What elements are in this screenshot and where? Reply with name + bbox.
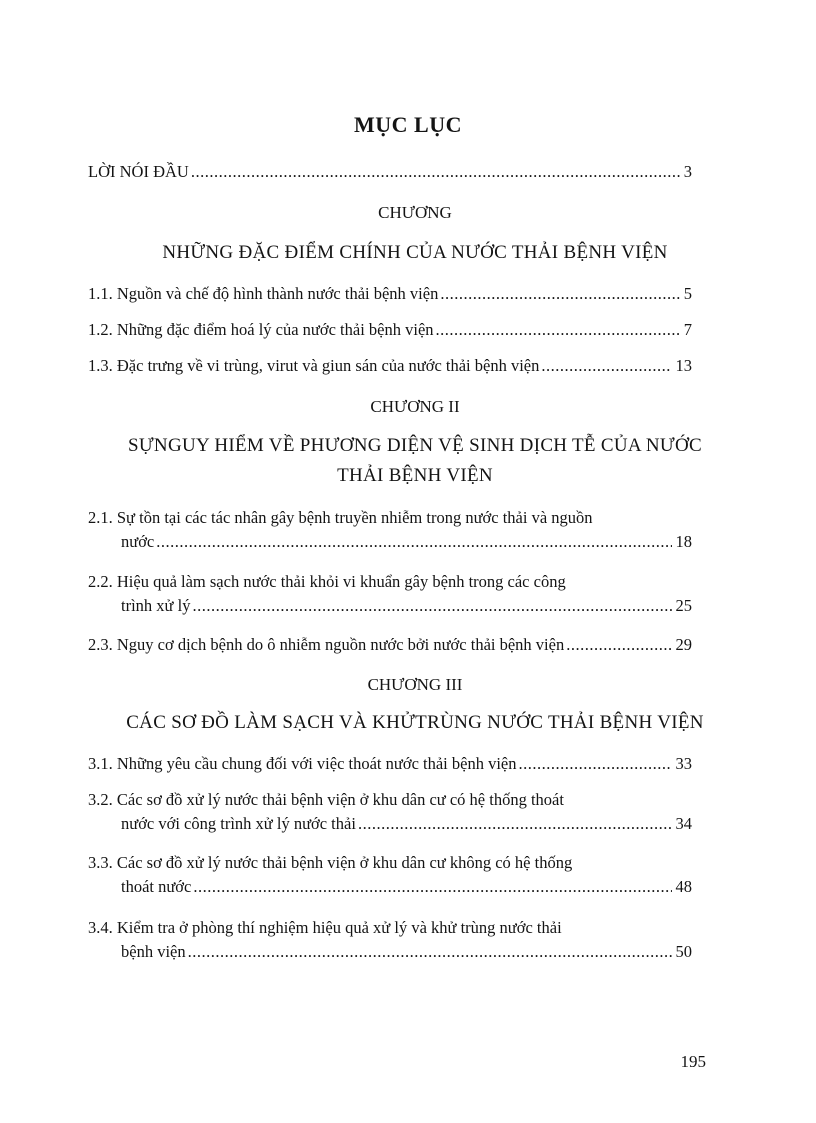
toc-entry-text: nước (121, 532, 155, 551)
toc-entry-text: 1.2. Những đặc điểm hoá lý của nước thải bệnh viện (88, 320, 434, 339)
chapter-heading: CHƯƠNG III (367, 675, 463, 694)
dot-leader (156, 530, 671, 554)
dot-leader (436, 318, 680, 342)
dot-leader (192, 594, 671, 618)
toc-entry-text: bệnh viện (121, 942, 186, 961)
toc-entry (88, 570, 692, 618)
chapter-title: NHỮNG ĐẶC ĐIỂM CHÍNH CỦA NƯỚC THẢI BỆNH VIỆN (162, 242, 668, 263)
toc-entry-text: 1.1. Nguồn và chế độ hình thành nước thải bệnh viện (88, 284, 439, 303)
dot-leader (191, 160, 680, 184)
toc-entry (88, 354, 692, 378)
toc-page-number: 3 (683, 162, 692, 181)
toc-entry (88, 633, 692, 657)
toc-page-number: 34 (675, 814, 692, 833)
chapter-heading: CHƯƠNG (378, 203, 452, 222)
toc-page-number: 7 (683, 320, 692, 339)
toc-page-number: 33 (675, 754, 692, 773)
chapter-title: CÁC SƠ ĐỒ LÀM SẠCH VÀ KHỬTRÙNG NƯỚC THẢI BỆNH VIỆN (126, 712, 704, 733)
dot-leader (518, 752, 671, 776)
toc-entry-text: 1.3. Đặc trưng về vi trùng, virut và giun sán của nước thải bệnh viện (88, 356, 540, 375)
toc-page-number: 50 (675, 942, 692, 961)
dot-leader (566, 633, 671, 657)
toc-entry (88, 788, 692, 836)
toc-entry-text: 3.3. Các sơ đồ xử lý nước thải bệnh viện ở khu dân cư không có hệ thống (88, 853, 573, 872)
dot-leader (541, 354, 671, 378)
toc-page-number: 13 (675, 356, 692, 375)
toc-entry (88, 851, 692, 899)
chapter-heading: CHƯƠNG II (370, 397, 460, 416)
toc-entry-text: thoát nước (121, 877, 192, 896)
toc-entry-text: 3.2. Các sơ đồ xử lý nước thải bệnh viện ở khu dân cư có hệ thống thoát (88, 790, 564, 809)
toc-page-number: 18 (675, 532, 692, 551)
toc-entry-text: 2.2. Hiệu quả làm sạch nước thải khỏi vi khuẩn gây bệnh trong các công (88, 572, 566, 591)
toc-entry-text: 2.1. Sự tồn tại các tác nhân gây bệnh truyền nhiễm trong nước thải và nguồn (88, 508, 593, 527)
toc-page-number: 29 (675, 635, 692, 654)
toc-entry (88, 506, 692, 554)
dot-leader (440, 282, 679, 306)
toc-entry-preface (88, 160, 692, 184)
toc-entry (88, 318, 692, 342)
toc-page-number: 5 (683, 284, 692, 303)
toc-page-number: 25 (675, 596, 692, 615)
toc-entry (88, 752, 692, 776)
chapter-title: SỰNGUY HIỂM VỀ PHƯƠNG DIỆN VỆ SINH DỊCH TỄ CỦA NƯỚC (128, 435, 702, 456)
chapter-title: THẢI BỆNH VIỆN (337, 465, 493, 486)
dot-leader (193, 875, 671, 899)
page-number: 195 (680, 1052, 706, 1071)
dot-leader (188, 940, 672, 964)
toc-entry-text: LỜI NÓI ĐẦU (88, 162, 189, 181)
toc-entry-text: 3.4. Kiểm tra ở phòng thí nghiệm hiệu quả xử lý và khử trùng nước thải (88, 918, 562, 937)
toc-entry (88, 282, 692, 306)
dot-leader (358, 812, 672, 836)
toc-page-number: 48 (675, 877, 692, 896)
toc-entry-text: 3.1. Những yêu cầu chung đối với việc thoát nước thải bệnh viện (88, 754, 517, 773)
toc-entry-text: 2.3. Nguy cơ dịch bệnh do ô nhiễm nguồn nước bởi nước thải bệnh viện (88, 635, 565, 654)
toc-entry-text: nước với công trình xử lý nước thải (121, 814, 356, 833)
page-title: MỤC LỤC (354, 112, 462, 137)
toc-entry (88, 916, 692, 964)
toc-entry-text: trình xử lý (121, 596, 191, 615)
